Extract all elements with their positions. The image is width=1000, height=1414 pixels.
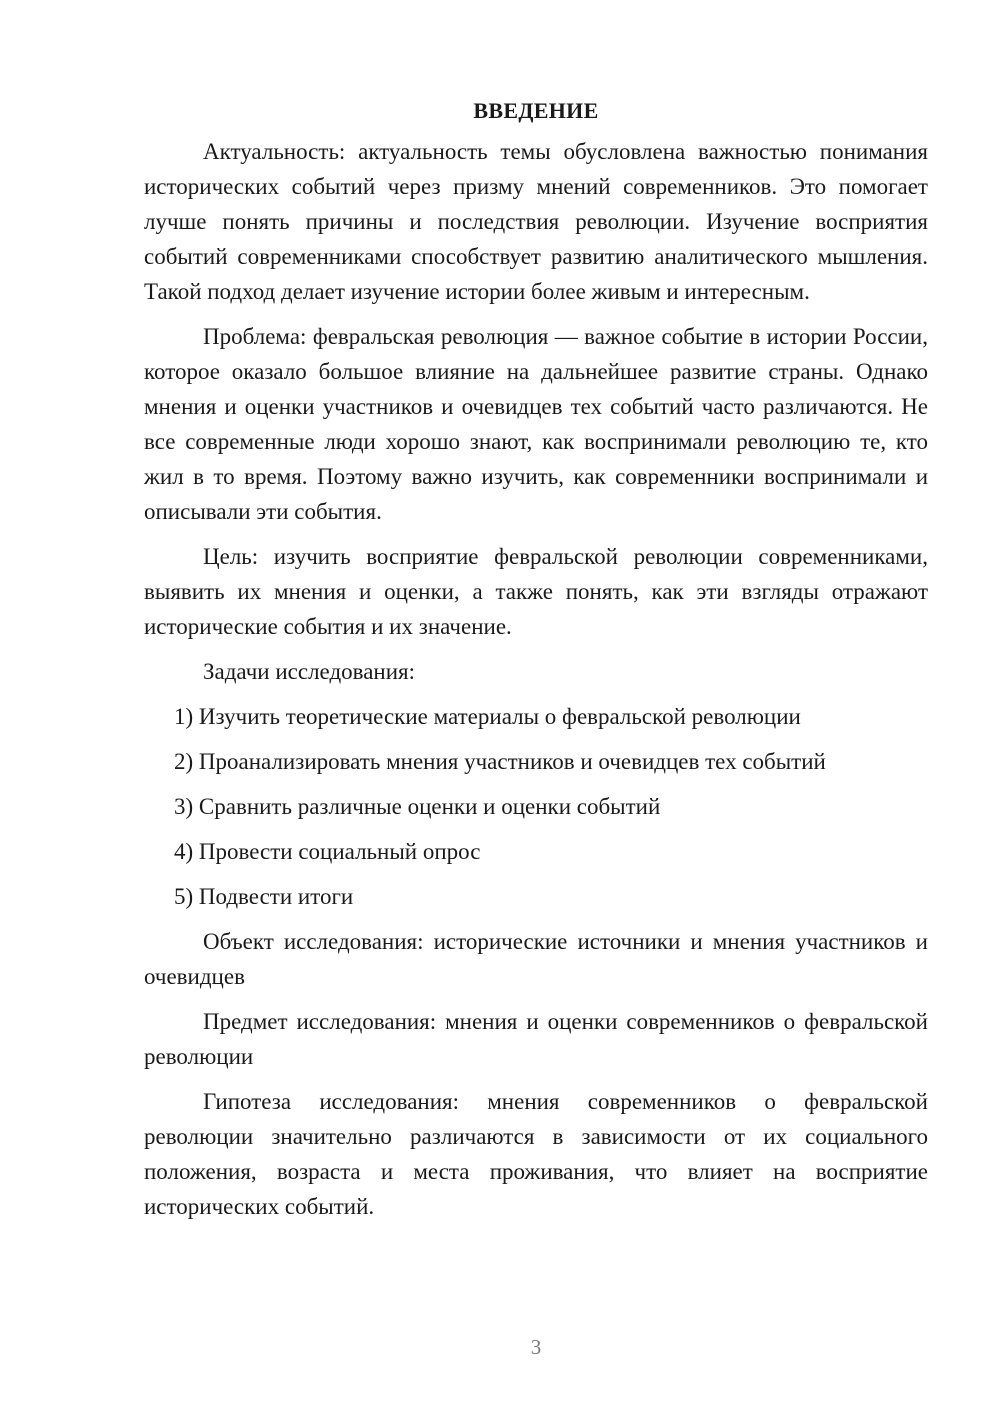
task-item: 5) Подвести итоги bbox=[174, 884, 354, 909]
subject-paragraph: Предмет исследования: мнения и оценки современников о февральской революции bbox=[144, 1009, 928, 1069]
tasks-title: Задачи исследования: bbox=[203, 659, 416, 684]
goal-paragraph: Цель: изучить восприятие февральской революции современниками, выявить их мнения и оценки, а также понять, как эти взгляды отражают исторические события и их значение. bbox=[144, 544, 928, 639]
tasks-list bbox=[144, 699, 928, 914]
page-number: 3 bbox=[530, 1335, 542, 1359]
relevance-paragraph: Актуальность: актуальность темы обусловлена важностью понимания исторических событий через призму мнений современников. Это помогает лучше понять причины и последствия революции. Изучение восприятия событий современниками способствует развитию аналитического мышления. Такой подход делает изучение истории более живым и интересным. bbox=[144, 139, 928, 304]
page-content bbox=[144, 96, 928, 1234]
object-paragraph: Объект исследования: исторические источники и мнения участников и очевидцев bbox=[144, 929, 928, 989]
section-heading: ВВЕДЕНИЕ bbox=[473, 98, 599, 123]
task-item: 2) Проанализировать мнения участников и очевидцев тех событий bbox=[174, 749, 826, 774]
task-item: 4) Провести социальный опрос bbox=[174, 839, 481, 864]
problem-paragraph: Проблема: февральская революция — важное событие в истории России, которое оказало большое влияние на дальнейшее развитие страны. Однако мнения и оценки участников и очевидцев тех событий часто различаются. Не все современные люди хорошо знают, как воспринимали революцию те, кто жил в то время. Поэтому важно изучить, как современники воспринимали и описывали эти события. bbox=[144, 324, 928, 524]
hypothesis-paragraph: Гипотеза исследования: мнения современников о февральской революции значительно различаются в зависимости от их социального положения, возраста и места проживания, что влияет на восприятие исторических событий. bbox=[144, 1089, 928, 1219]
task-item: 1) Изучить теоретические материалы о февральской революции bbox=[174, 704, 801, 729]
task-item: 3) Сравнить различные оценки и оценки событий bbox=[174, 794, 661, 819]
